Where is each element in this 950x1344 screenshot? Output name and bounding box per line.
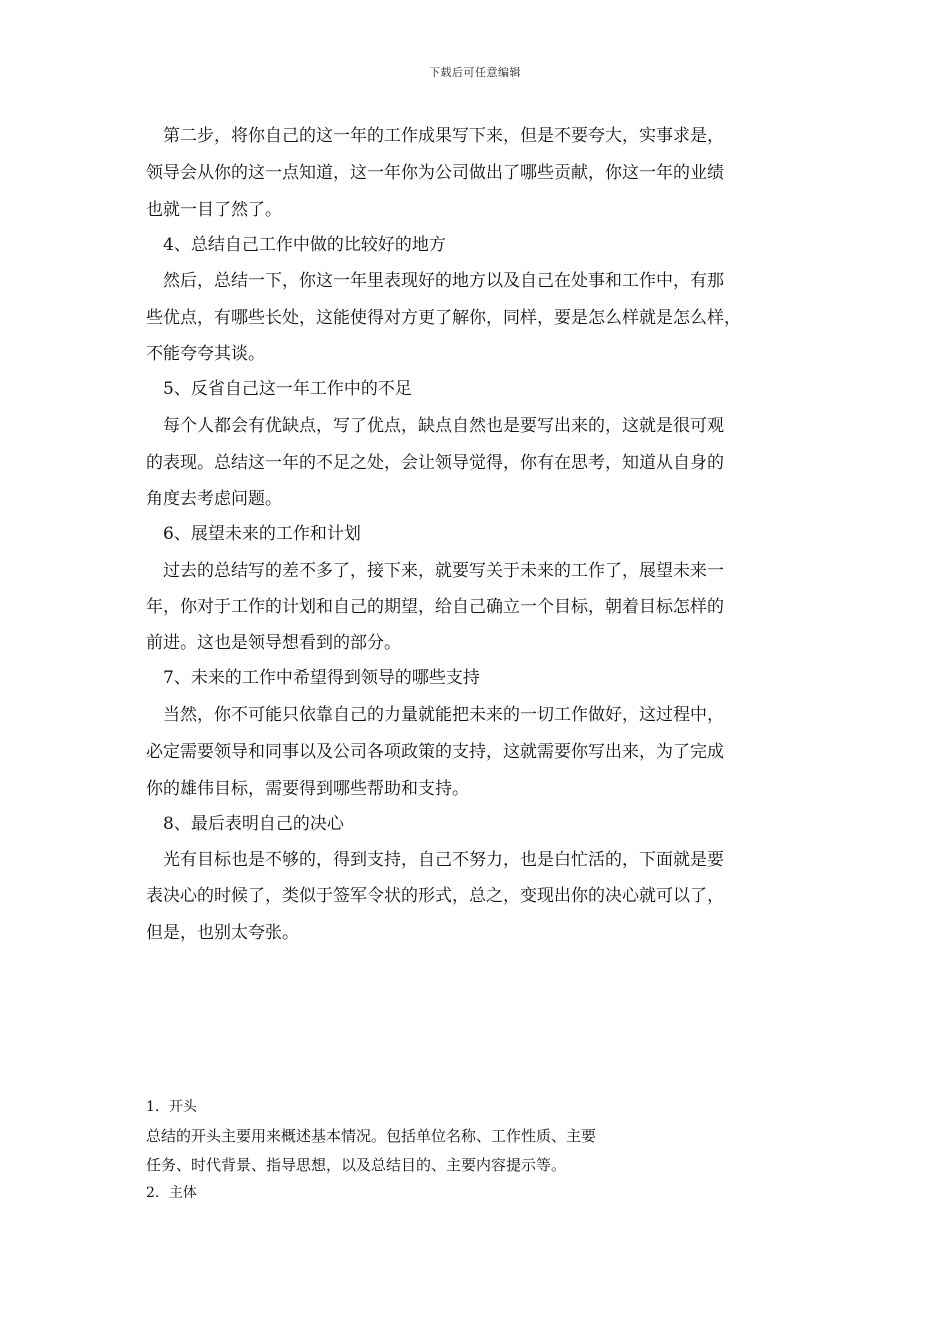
body-line: 必定需要领导和同事以及公司各项政策的支持，这就需要你写出来，为了完成 (146, 742, 724, 762)
body-line: 然后，总结一下，你这一年里表现好的地方以及自己在处事和工作中，有那 (163, 271, 724, 291)
body-line: 每个人都会有优缺点，写了优点，缺点自然也是要写出来的，这就是很可观 (163, 416, 724, 436)
body-line: 过去的总结写的差不多了，接下来，就要写关于未来的工作了，展望未来一 (163, 561, 724, 581)
body-line: 年，你对于工作的计划和自己的期望，给自己确立一个目标，朝着目标怎样的 (146, 597, 724, 617)
page-header: 下载后可任意编辑 (429, 66, 521, 79)
body-line: 的表现。总结这一年的不足之处，会让领导觉得，你有在思考，知道从自身的 (146, 453, 724, 473)
body-line: 第二步，将你自己的这一年的工作成果写下来，但是不要夸大，实事求是， (163, 126, 724, 146)
body-line: 些优点，有哪些长处，这能使得对方更了解你，同样，要是怎么样就是怎么样， (146, 308, 741, 328)
heading-7: 7、未来的工作中希望得到领导的哪些支持 (163, 668, 480, 688)
heading-6: 6、展望未来的工作和计划 (163, 524, 361, 544)
section-text: 总结的开头主要用来概述基本情况。包括单位名称、工作性质、主要 (146, 1127, 597, 1145)
body-line: 表决心的时候了，类似于签军令状的形式，总之，变现出你的决心就可以了， (146, 886, 724, 906)
body-line: 你的雄伟目标，需要得到哪些帮助和支持。 (146, 779, 469, 799)
body-line: 领导会从你的这一点知道，这一年你为公司做出了哪些贡献，你这一年的业绩 (146, 163, 724, 183)
heading-5: 5、反省自己这一年工作中的不足 (163, 379, 412, 399)
body-line: 光有目标也是不够的，得到支持，自己不努力，也是白忙活的，下面就是要 (163, 850, 724, 870)
body-line: 前进。这也是领导想看到的部分。 (146, 633, 401, 653)
body-line: 但是，也别太夸张。 (146, 923, 299, 943)
section-heading-1: 1．开头 (146, 1099, 197, 1115)
section-heading-2: 2．主体 (146, 1185, 197, 1201)
section-text: 任务、时代背景、指导思想，以及总结目的、主要内容提示等。 (146, 1156, 567, 1174)
body-line: 角度去考虑问题。 (146, 489, 282, 509)
body-line: 不能夸夸其谈。 (146, 344, 265, 364)
body-line: 也就一目了然了。 (146, 200, 282, 220)
body-line: 当然，你不可能只依靠自己的力量就能把未来的一切工作做好，这过程中， (163, 705, 724, 725)
heading-4: 4、总结自己工作中做的比较好的地方 (163, 235, 446, 255)
heading-8: 8、最后表明自己的决心 (163, 814, 344, 834)
